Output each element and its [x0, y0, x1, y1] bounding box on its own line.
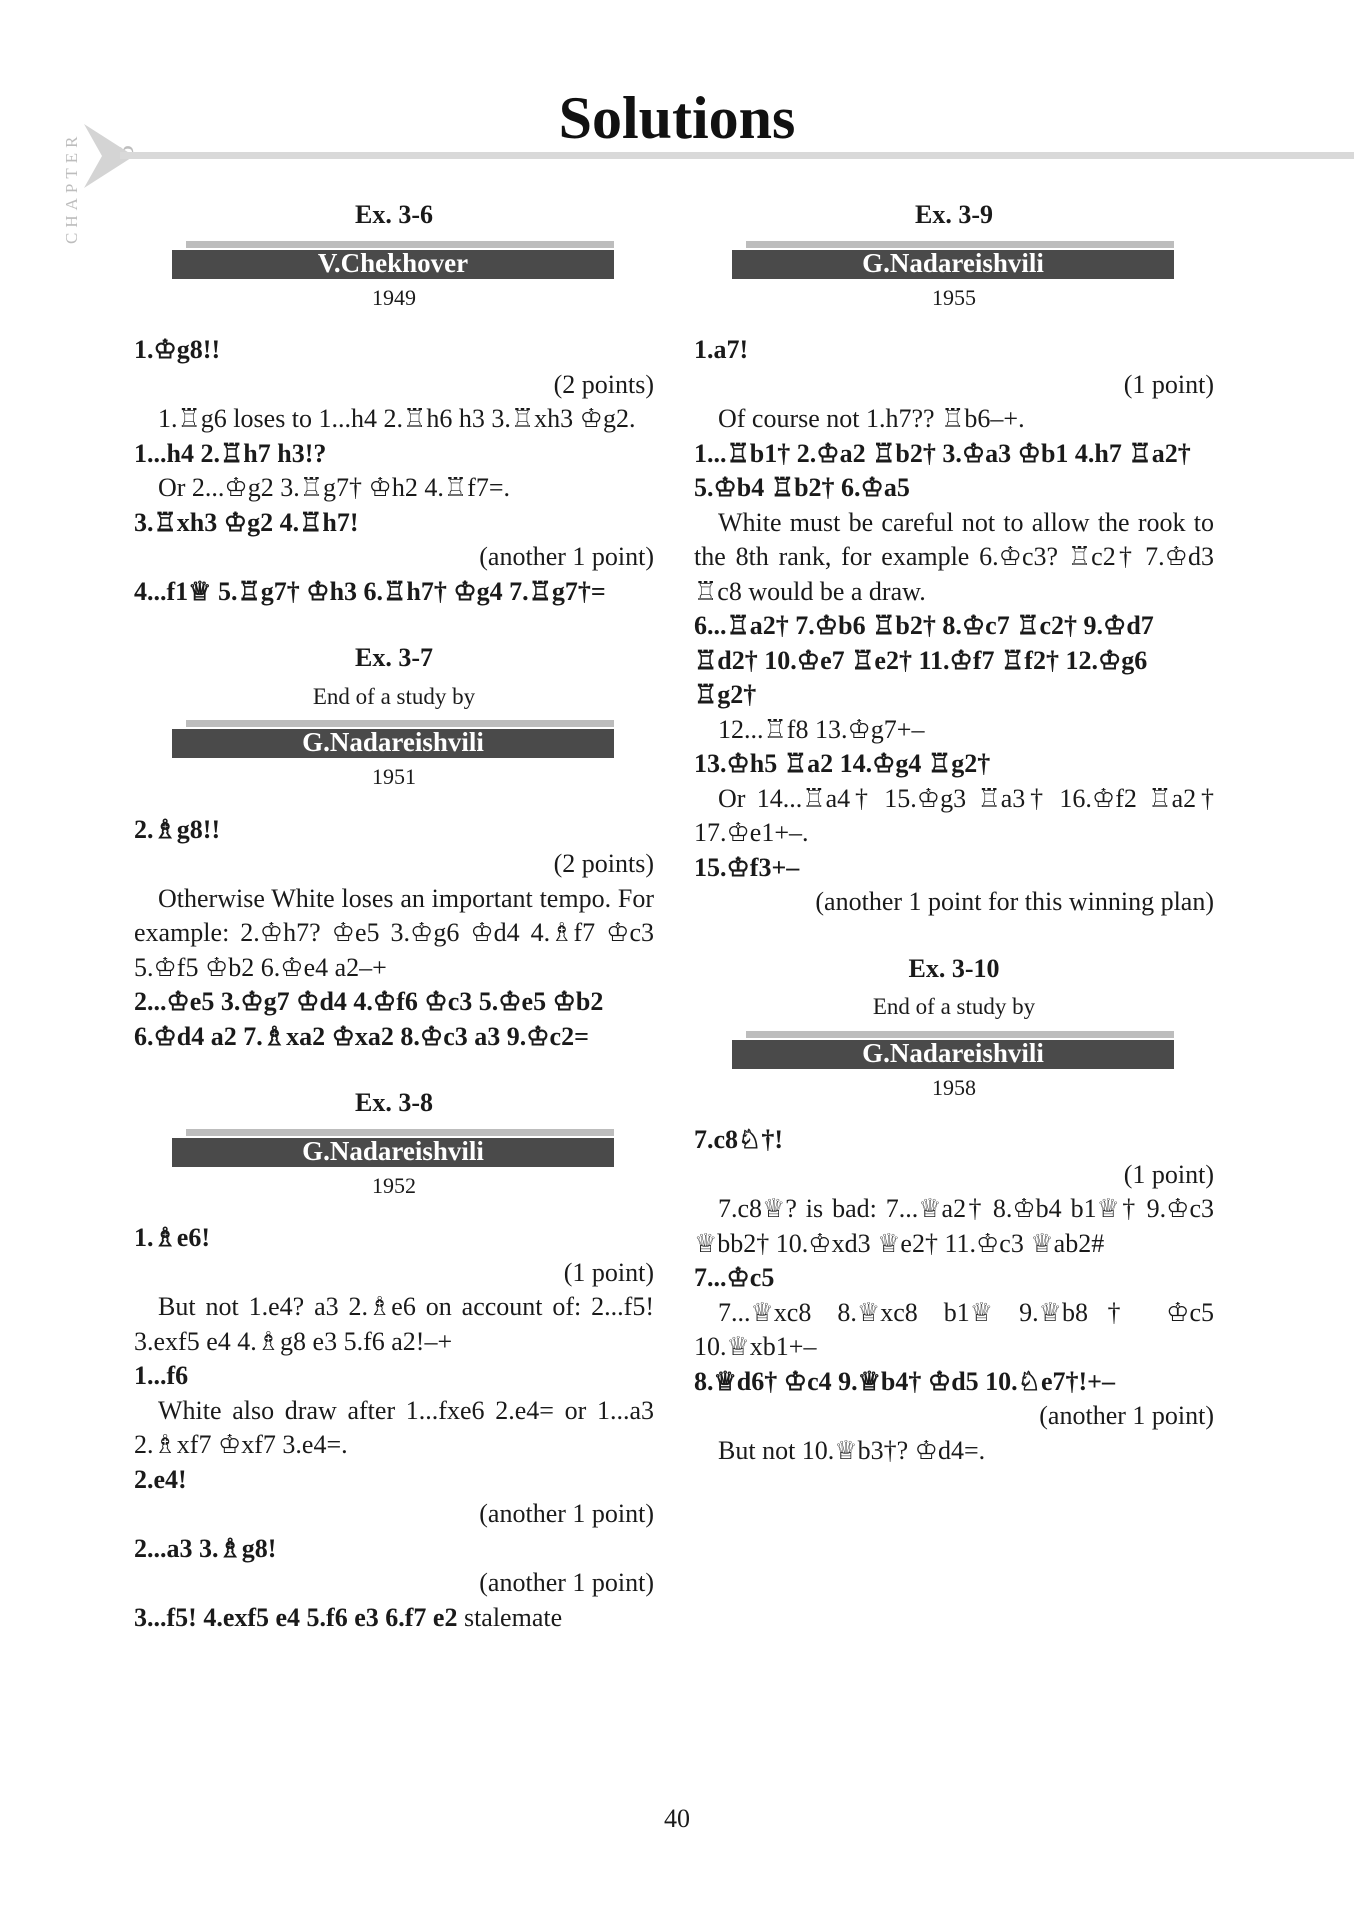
move-line: 2...a3 3.♗g8! [134, 1533, 277, 1563]
points: (2 points) [553, 369, 654, 399]
move-line: 7...♔c5 [694, 1263, 775, 1292]
move-line [134, 1601, 654, 1636]
study-year: 1951 [372, 764, 416, 789]
composer-name: G.Nadareishvili [302, 727, 484, 757]
move-line: 15.♔f3+– [694, 852, 800, 882]
composer-banner [172, 720, 614, 760]
exercise-subheading: End of a study by [312, 683, 476, 709]
title-rule [120, 152, 1354, 159]
exercise-heading: Ex. 3-6 [355, 200, 433, 229]
points: (1 point) [1123, 369, 1214, 399]
move-line: 8.♕d6† ♔c4 9.♕b4† ♔d5 10.♘e7†!+– [694, 1366, 1115, 1396]
exercise-heading: Ex. 3-7 [355, 643, 433, 672]
composer-name: G.Nadareishvili [862, 247, 1044, 278]
note: Or 2...♔g2 3.♖g7† ♔h2 4.♖f7=. [158, 473, 510, 502]
note: 7...♕xc8 8.♕xc8 b1♕ 9.♕b8† ♔c5 10.♕xb1+– [694, 1297, 1214, 1361]
composer-name: G.Nadareishvili [862, 1037, 1044, 1068]
composer-banner [732, 1031, 1174, 1071]
chapter-label: CHAPTER [62, 131, 81, 244]
composer-banner [732, 241, 1174, 281]
note: Otherwise White loses an important tempo. For example: 2.♔h7? ♔e5 3.♔g6 ♔d4 4.♗f7 ♔c3 5.♔f5 ♔b2 6.♔e4 a2–+ [134, 883, 654, 982]
move-line: 1.♗e6! [134, 1223, 211, 1252]
move-line: 1.a7! [694, 335, 749, 364]
note: 7.c8♕? is bad: 7...♕a2† 8.♔b4 b1♕† 9.♔c3 ♕bb2† 10.♔xd3 ♕e2† 11.♔c3 ♕ab2# [694, 1194, 1214, 1258]
right-column [694, 198, 1214, 1468]
note: White must be careful not to allow the rook to the 8th rank, for example 6.♔c3? ♖c2† 7.♔d3 ♖c8 would be a draw. [694, 507, 1214, 606]
move-line: 2.e4! [134, 1464, 187, 1494]
page-title: Solutions [558, 85, 796, 151]
move-line: 13.♔h5 ♖a2 14.♔g4 ♖g2† [694, 749, 991, 778]
points: (another 1 point for this winning plan) [815, 887, 1214, 916]
left-column [134, 198, 654, 1635]
exercise-heading: Ex. 3-8 [355, 1088, 433, 1117]
note: But not 10.♕b3†? ♔d4=. [718, 1435, 986, 1465]
study-year: 1949 [372, 284, 416, 310]
exercise-subheading: End of a study by [872, 994, 1036, 1019]
result-text: stalemate [457, 1602, 563, 1632]
points: (another 1 point) [1039, 1401, 1214, 1430]
move-text: 3...f5! 4.exf5 e4 5.f6 e3 6.f7 e2 [134, 1602, 458, 1632]
move-line: 7.c8♘†! [694, 1125, 784, 1154]
study-year: 1952 [372, 1172, 416, 1198]
composer-name: G.Nadareishvili [302, 1135, 484, 1166]
move-line: 1...f6 [134, 1361, 189, 1390]
composer-name: V.Chekhover [317, 247, 469, 278]
points: (1 point) [1123, 1159, 1214, 1189]
composer-banner [172, 1129, 614, 1169]
exercise-heading: Ex. 3-10 [908, 953, 1000, 983]
page-number: 40 [664, 1804, 690, 1833]
study-year: 1958 [932, 1074, 976, 1100]
composer-banner [172, 241, 614, 281]
points: (1 point) [563, 1257, 654, 1287]
exercise-heading: Ex. 3-9 [915, 200, 993, 229]
note: But not 1.e4? a3 2.♗e6 on account of: 2...f5! 3.exf5 e4 4.♗g8 e3 5.f6 a2!–+ [134, 1292, 654, 1356]
move-line: 2.♗g8!! [134, 814, 221, 844]
note: 12...♖f8 13.♔g7+– [718, 714, 925, 744]
move-line: 3.♖xh3 ♔g2 4.♖h7! [134, 507, 359, 537]
note: 1.♖g6 loses to 1...h4 2.♖h6 h3 3.♖xh3 ♔g2. [158, 404, 636, 433]
note: Of course not 1.h7?? ♖b6–+. [718, 404, 1025, 433]
points: (another 1 point) [479, 1568, 654, 1597]
points: (another 1 point) [479, 542, 654, 571]
move-line: 1...♖b1† 2.♔a2 ♖b2† 3.♔a3 ♔b1 4.h7 ♖a2† 5.♔b4 ♖b2† 6.♔a5 [694, 438, 1191, 502]
move-line: 1...h4 2.♖h7 h3!? [134, 438, 327, 468]
study-year: 1955 [932, 284, 976, 310]
move-line: 1.♔g8!! [134, 335, 221, 364]
note: Or 14...♖a4† 15.♔g3 ♖a3† 16.♔f2 ♖a2† 17.♔e1+–. [694, 783, 1214, 847]
move-line: 6...♖a2† 7.♔b6 ♖b2† 8.♔c7 ♖c2† 9.♔d7 ♖d2† 10.♔e7 ♖e2† 11.♔f7 ♖f2† 12.♔g6 ♖g2† [694, 611, 1154, 709]
points: (2 points) [553, 849, 654, 878]
note: White also draw after 1...fxe6 2.e4= or 1...a3 2.♗xf7 ♔xf7 3.e4=. [134, 1395, 654, 1459]
move-line: 4...f1♕ 5.♖g7† ♔h3 6.♖h7† ♔g4 7.♖g7†= [134, 576, 606, 606]
move-line: 2...♔e5 3.♔g7 ♔d4 4.♔f6 ♔c3 5.♔e5 ♔b2 6.♔d4 a2 7.♗xa2 ♔xa2 8.♔c3 a3 9.♔c2= [134, 987, 604, 1051]
points: (another 1 point) [479, 1499, 654, 1528]
